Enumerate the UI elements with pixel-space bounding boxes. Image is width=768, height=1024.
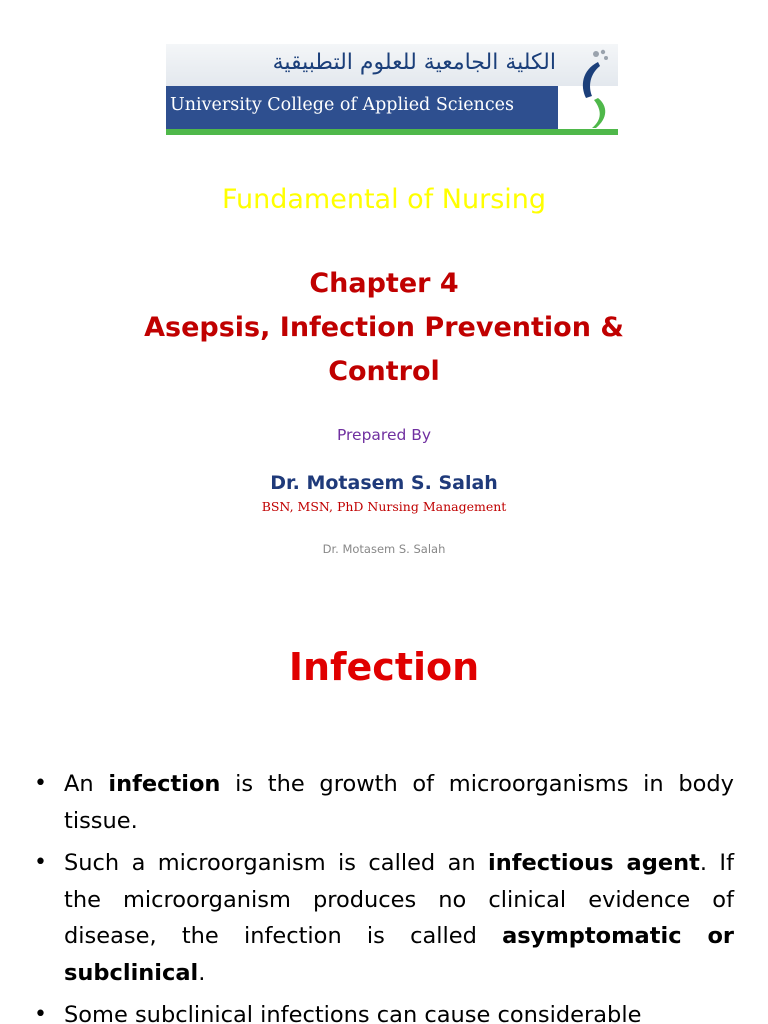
bullet-list xyxy=(34,766,734,1024)
slide-footer: Dr. Motasem S. Salah xyxy=(322,542,446,556)
bullet-dot-icon: • xyxy=(34,1002,47,1024)
bullet-bold-term: infection xyxy=(108,771,221,797)
bullet-item xyxy=(34,845,734,991)
chapter-subtitle-line1: Asepsis, Infection Prevention & xyxy=(144,312,624,343)
author-name: Dr. Motasem S. Salah xyxy=(270,472,498,494)
bullet-text: Some subclinical infections can cause considerable xyxy=(64,1002,642,1024)
bullet-dot-icon: • xyxy=(34,771,47,796)
chapter-number: Chapter 4 xyxy=(309,268,459,299)
bullet-bold-term: infectious agent xyxy=(488,850,700,876)
bullet-text: An xyxy=(64,771,109,797)
bullet-item xyxy=(34,997,734,1024)
chapter-subtitle-line2: Control xyxy=(328,356,440,387)
college-logo-icon xyxy=(572,46,612,130)
bullet-text: . xyxy=(198,959,206,986)
college-name-english: University College of Applied Sciences xyxy=(170,95,514,115)
chapter-title xyxy=(0,262,768,394)
college-name-arabic: الكلية الجامعية للعلوم التطبيقية xyxy=(272,50,556,75)
course-title: Fundamental of Nursing xyxy=(221,184,547,215)
prepared-by-label: Prepared By xyxy=(336,426,432,444)
bullet-dot-icon: • xyxy=(34,850,47,875)
bullet-bold-term: asymptomatic or subclinical xyxy=(64,923,734,986)
college-banner xyxy=(166,44,618,135)
author-credentials: BSN, MSN, PhD Nursing Management xyxy=(261,499,507,514)
banner-green-line xyxy=(166,129,618,135)
slide-heading: Infection xyxy=(288,645,480,689)
bullet-item xyxy=(34,766,734,839)
bullet-text: Such a microorganism is called an xyxy=(64,850,489,876)
bullet-text: is the growth of microorganisms in body tissue. xyxy=(64,771,734,834)
bullet-text: . If the microorganism produces no clinical evidence of disease, the infection is called xyxy=(64,850,734,949)
